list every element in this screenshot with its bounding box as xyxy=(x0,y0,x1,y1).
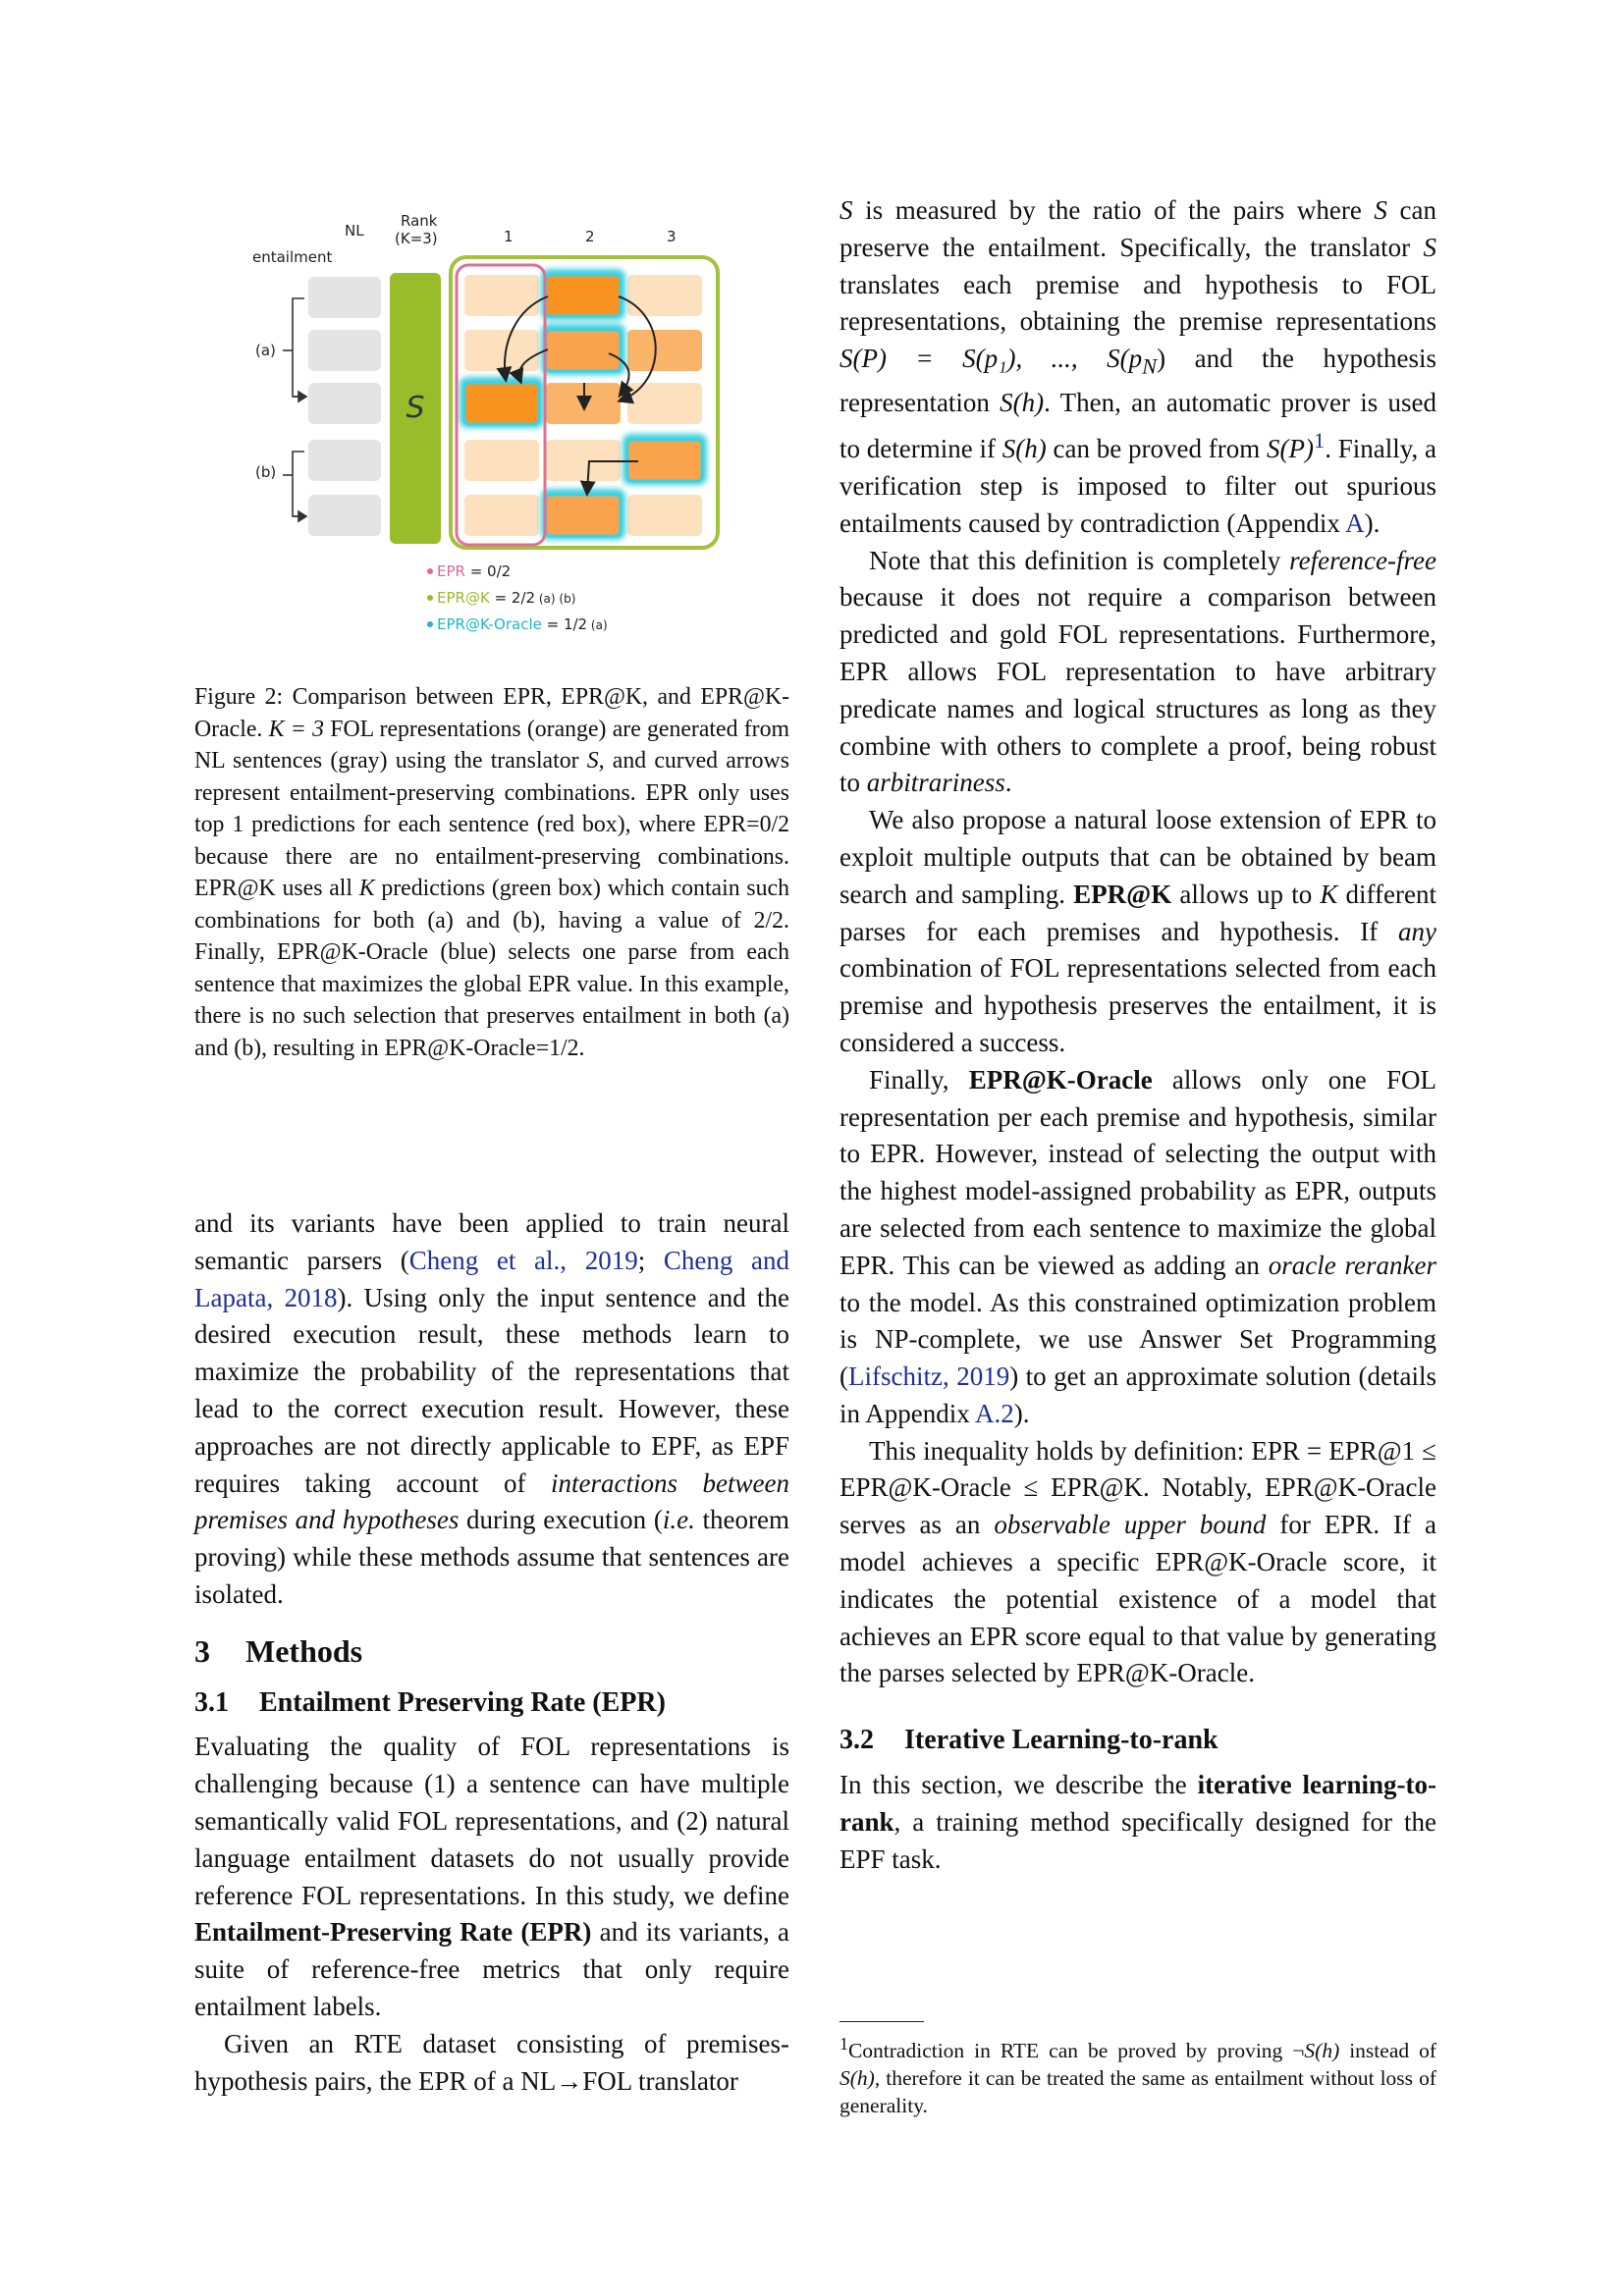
figure-2 xyxy=(236,206,727,663)
caption-math: S xyxy=(586,748,599,774)
nl-box xyxy=(308,330,381,371)
citation-link[interactable]: Lifschitz, 2019 xyxy=(848,1362,1010,1392)
legend-epr-at-k-oracle: EPR@K-Oracle = 1/2 (a) xyxy=(437,615,608,633)
header-rank-k: (K=3) xyxy=(395,230,438,247)
citation-link[interactable]: Cheng and Lapata, 2018 xyxy=(194,1245,790,1312)
group-label-b: (b) xyxy=(255,463,277,481)
nl-box xyxy=(308,495,381,536)
nl-box xyxy=(308,383,381,424)
nl-box xyxy=(308,440,381,481)
nl-box xyxy=(308,277,381,318)
right-column xyxy=(839,192,1436,1878)
figure-caption xyxy=(194,681,789,1064)
nl-sentences xyxy=(308,277,381,536)
footnote-rule xyxy=(839,2021,924,2022)
left-column xyxy=(194,1205,789,2100)
caption-math: K = 3 xyxy=(268,716,324,742)
header-rank: Rank xyxy=(401,212,438,230)
appendix-link[interactable]: A xyxy=(1345,507,1365,538)
subsection-heading: 3.2 Iterative Learning-to-rank xyxy=(839,1725,1218,1756)
paragraph: In this section, we describe the iterative learning-to-rank, a training method specifically designed for the EPF task. xyxy=(839,1770,1436,1874)
legend-epr: EPR = 0/2 xyxy=(437,562,512,580)
legend-epr-at-k: EPR@K = 2/2 (a) (b) xyxy=(437,589,576,607)
paragraph: and its variants have been applied to train neural semantic parsers (Cheng et al., 2019; Cheng and Lapata, 2018). Using only the input sentence and the desired execution result, these methods learn to maximize the probability of the representations that lead to the correct execution result. However, these approaches are not directly applicable to EPF, as EPF requires taking account of interactions between premises and hypotheses during execution (i.e. theorem proving) while these methods assume that sentences are isolated. xyxy=(194,1208,790,1609)
paragraph: We also propose a natural loose extension of EPR to exploit multiple outputs that can be obtained by beam search and sampling. EPR@K allows up to K different parses for each premises and hypothesis. If any combination of FOL representations selected from each premise and hypothesis preserves the entailment, it is considered a success. xyxy=(839,805,1436,1057)
caption-text: FOL representations (orange) are generated from NL sentences (gray) using the translator xyxy=(194,716,789,774)
footnote: $^1$Contradiction in RTE can be proved by proving ¬S(h) instead of S(h), therefore it can be treated the same as entailment without loss of generality. xyxy=(839,2034,1437,2118)
caption-text: , and curved arrows represent entailment-preserving combinations. EPR only uses top 1 predictions for each sentence (red box), where EPR=0/2 because there are no entailment-preserving combinations. EPR@K uses all xyxy=(194,748,790,901)
fol-cell-medium xyxy=(627,330,702,371)
entailment-arrows xyxy=(293,392,306,521)
figure-2-diagram xyxy=(236,206,727,658)
caption-math: K xyxy=(358,876,375,901)
caption-text: predictions (green box) which contain such combinations for both (a) and (b), having a value of 2/2. Finally, EPR@K-Oracle (blue) selects one parse from each sentence that maximizes the global EPR value. In this example, there is no such selection that preserves entailment in both (a) and (b), resulting in EPR@K-Oracle=1/2. xyxy=(194,876,789,1061)
paragraph: This inequality holds by definition: EPR = EPR@1 ≤ EPR@K-Oracle ≤ EPR@K. Notably, EPR@K-Oracle serves as an observable upper bound for EPR. If a model achieves a specific EPR@K-Oracle score, it indicates the potential existence of a model that achieves an EPR score equal to that value by generating the parses selected by EPR@K-Oracle. xyxy=(839,1435,1436,1688)
header-entailment: entailment xyxy=(252,248,333,266)
paragraph: Given an RTE dataset consisting of premises-hypothesis pairs, the EPR of a NL→FOL translator xyxy=(194,2028,789,2096)
footnote-link[interactable]: 1 xyxy=(1313,428,1326,454)
paragraph: Finally, EPR@K-Oracle allows only one FOL representation per each premise and hypothesis, similar to EPR. However, instead of selecting the output with the highest model-assigned probability as EPR, outputs are selected from each sentence to maximize the global EPR. This can be viewed as adding an oracle reranker to the model. As this constrained optimization problem is NP-complete, we use Answer Set Programming (Lifschitz, 2019) to get an approximate solution (details in Appendix A.2). xyxy=(839,1064,1436,1428)
translator-label: S xyxy=(406,391,425,425)
appendix-link[interactable]: A.2 xyxy=(975,1398,1014,1428)
caption-label: Figure 2: xyxy=(194,684,284,710)
subsection-heading: 3.1 Entailment Preserving Rate (EPR) xyxy=(194,1686,666,1718)
rank-label-1: 1 xyxy=(504,228,514,245)
figure-legend xyxy=(427,562,608,633)
section-heading: 3 Methods xyxy=(194,1632,363,1669)
group-label-a: (a) xyxy=(255,342,276,359)
paragraph: Note that this definition is completely reference-free because it does not require a comparison between predicted and gold FOL representations. Furthermore, EPR allows FOL representation to have arbitrary predicate names and logical structures as long as they combine with others to complete a proof, being robust to arbitrariness. xyxy=(839,545,1436,798)
header-nl: NL xyxy=(345,222,364,240)
rank-label-3: 3 xyxy=(667,228,677,245)
caption-text: Comparison between EPR, EPR@K, and EPR@K-Oracle. xyxy=(194,684,790,742)
footnote-mark: 1 xyxy=(839,2034,848,2054)
paragraph: Evaluating the quality of FOL representations is challenging because (1) a sentence can have multiple semantically valid FOL representations, and (2) natural language entailment datasets do not usually provide reference FOL representations. In this study, we define Entailment-Preserving Rate (EPR) and its variants, a suite of reference-free metrics that only require entailment labels. xyxy=(194,1732,789,2021)
citation-link[interactable]: Cheng et al., 2019 xyxy=(408,1245,638,1275)
paragraph: S is measured by the ratio of the pairs where S can preserve the entailment. Specifically, the translator S translates each premise and hypothesis to FOL representations, obtaining the premise representations S(P) = S(p₁), ..., $S(p_N)$ and the hypothesis representation S(h). Then, an automatic prover is used to determine if S(h) can be proved from S(P)$^1$. Finally, a verification step is imposed to filter out spurious entailments caused by contradiction (Appendix A). xyxy=(839,195,1436,538)
entailment-brackets xyxy=(283,298,304,516)
rank-label-2: 2 xyxy=(585,228,595,245)
